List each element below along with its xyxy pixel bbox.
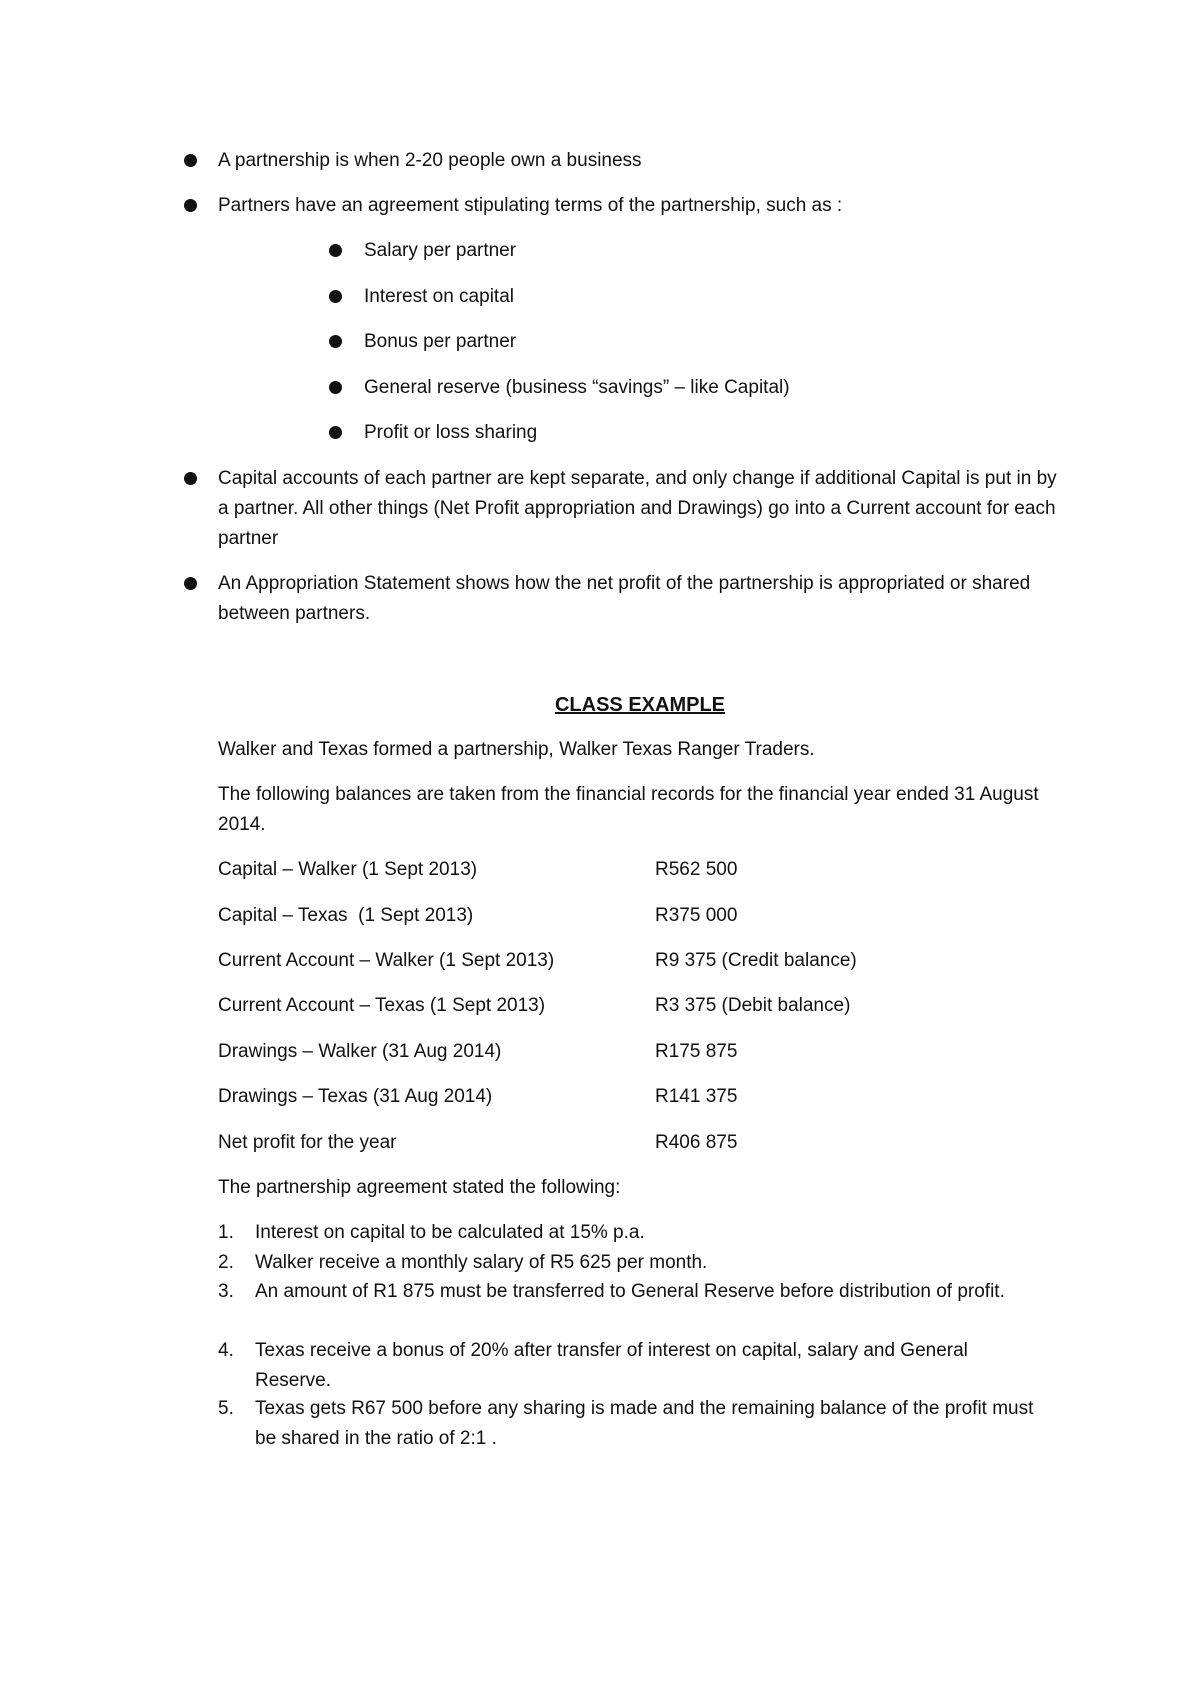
balance-row — [218, 855, 1018, 885]
sub-bullet-icon — [329, 290, 342, 303]
sub-bullet-icon — [329, 381, 342, 394]
sub-bullet-interest: Interest on capital — [364, 286, 514, 307]
bullet-icon — [184, 577, 197, 590]
balance-row — [218, 901, 1018, 931]
list-text: Texas receive a bonus of 20% after transfer of interest on capital, salary and General Reserve. — [255, 1340, 968, 1391]
balance-label: Capital – Walker (1 Sept 2013) — [218, 859, 478, 880]
sub-bullet-general-reserve: General reserve (business “savings” – like Capital) — [364, 377, 790, 398]
balance-row — [218, 1082, 1018, 1112]
list-item — [218, 1336, 1048, 1396]
balance-label: Capital – Texas (1 Sept 2013) — [218, 905, 474, 926]
list-item — [218, 1277, 1048, 1307]
agreement-intro: The partnership agreement stated the following: — [218, 1177, 621, 1198]
list-item — [218, 1218, 1048, 1248]
list-number: 5. — [218, 1398, 234, 1419]
balance-label: Current Account – Texas (1 Sept 2013) — [218, 995, 546, 1016]
bullet-icon — [184, 154, 197, 167]
balance-row — [218, 946, 1018, 976]
sub-bullet-bonus: Bonus per partner — [364, 331, 517, 352]
balance-value: R9 375 (Credit balance) — [655, 950, 857, 971]
list-text: Walker receive a monthly salary of R5 625 per month. — [255, 1252, 708, 1273]
list-item — [218, 1248, 1048, 1278]
balance-value: R562 500 — [655, 859, 738, 880]
balance-row — [218, 1128, 1018, 1158]
balance-label: Net profit for the year — [218, 1132, 397, 1153]
list-number: 4. — [218, 1340, 234, 1361]
balances-intro: The following balances are taken from the financial records for the financial year ended 31 August 2014. — [218, 784, 1039, 835]
sub-bullet-profit-sharing: Profit or loss sharing — [364, 422, 538, 443]
sub-bullet-salary: Salary per partner — [364, 240, 517, 261]
list-item — [218, 1394, 1048, 1454]
balance-value: R141 375 — [655, 1086, 738, 1107]
balance-label: Drawings – Texas (31 Aug 2014) — [218, 1086, 493, 1107]
sub-bullet-icon — [329, 426, 342, 439]
list-number: 2. — [218, 1252, 234, 1273]
section-title: CLASS EXAMPLE — [554, 694, 726, 716]
list-text: Texas gets R67 500 before any sharing is made and the remaining balance of the profit must be shared in the ratio of 2:1 . — [255, 1398, 1034, 1449]
list-text: Interest on capital to be calculated at 15% p.a. — [255, 1222, 645, 1243]
balance-value: R3 375 (Debit balance) — [655, 995, 851, 1016]
bullet-partnership-definition: A partnership is when 2-20 people own a business — [218, 150, 642, 171]
bullet-partner-agreement: Partners have an agreement stipulating terms of the partnership, such as : — [218, 195, 843, 216]
example-intro: Walker and Texas formed a partnership, Walker Texas Ranger Traders. — [218, 739, 815, 760]
balance-value: R406 875 — [655, 1132, 738, 1153]
list-number: 1. — [218, 1222, 234, 1243]
balance-value: R375 000 — [655, 905, 738, 926]
balance-label: Current Account – Walker (1 Sept 2013) — [218, 950, 555, 971]
bullet-appropriation-statement: An Appropriation Statement shows how the net profit of the partnership is appropriated or shared between partners. — [218, 573, 1031, 624]
list-number: 3. — [218, 1281, 234, 1302]
bullet-icon — [184, 472, 197, 485]
bullet-capital-accounts: Capital accounts of each partner are kept separate, and only change if additional Capital is put in by a partner. All other things (Net Profit appropriation and Drawings) go into a Current account for each partner — [218, 468, 1057, 549]
balance-row — [218, 991, 1018, 1021]
sub-bullet-icon — [329, 244, 342, 257]
bullet-icon — [184, 199, 197, 212]
balance-label: Drawings – Walker (31 Aug 2014) — [218, 1041, 502, 1062]
balance-row — [218, 1037, 1018, 1067]
balance-value: R175 875 — [655, 1041, 738, 1062]
sub-bullet-icon — [329, 335, 342, 348]
list-text: An amount of R1 875 must be transferred to General Reserve before distribution of profit. — [255, 1281, 1005, 1302]
